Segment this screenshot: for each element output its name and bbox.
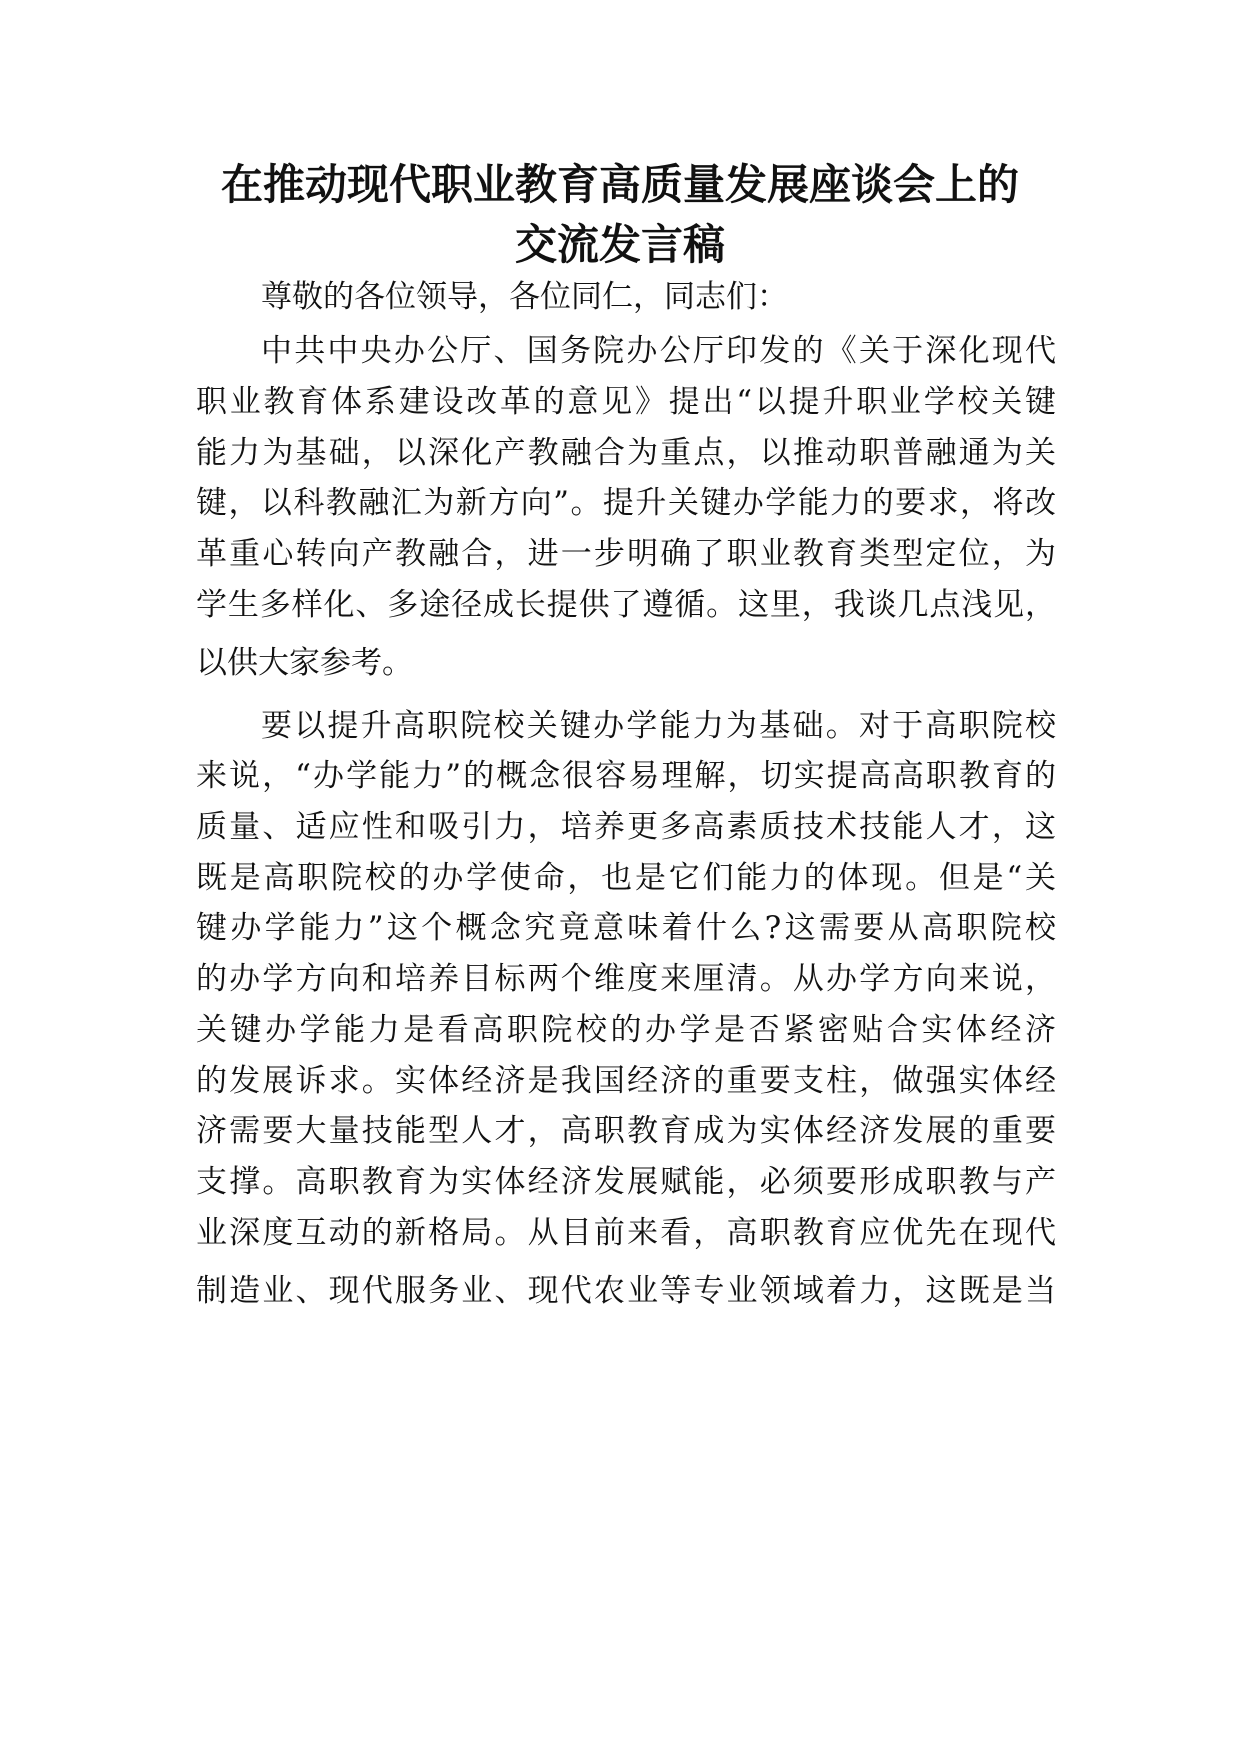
paragraph-1-line: 键，以科教融汇为新方向”。提升关键办学能力的要求，将改: [196, 485, 1056, 521]
salutation-line: 尊敬的各位领导，各位同仁，同志们：: [261, 279, 788, 315]
paragraph-2-line: 支撑。高职教育为实体经济发展赋能，必须要形成职教与产: [196, 1164, 1056, 1200]
paragraph-1-line: 学生多样化、多途径成长提供了遵循。这里，我谈几点浅见，: [196, 587, 1056, 623]
paragraph-2-line: 业深度互动的新格局。从目前来看，高职教育应优先在现代: [196, 1215, 1056, 1251]
paragraph-1-line: 以供大家参考。: [196, 645, 413, 681]
paragraph-2-line: 制造业、现代服务业、现代农业等专业领域着力，这既是当: [196, 1273, 1056, 1309]
paragraph-1-line: 革重心转向产教融合，进一步明确了职业教育类型定位，为: [196, 536, 1056, 572]
paragraph-2-line: 要以提升高职院校关键办学能力为基础。对于高职院校: [261, 708, 1056, 744]
document-title: [190, 155, 1050, 275]
title-line-2: 交流发言稿: [514, 220, 725, 269]
paragraph-2-line: 来说，“办学能力”的概念很容易理解，切实提高高职教育的: [196, 758, 1056, 794]
paragraph-2-line: 济需要大量技能型人才，高职教育成为实体经济发展的重要: [196, 1113, 1056, 1149]
paragraph-2-line: 质量、适应性和吸引力，培养更多高素质技术技能人才，这: [196, 809, 1056, 845]
paragraph-1-line: 能力为基础，以深化产教融合为重点，以推动职普融通为关: [196, 435, 1056, 471]
paragraph-2-line: 既是高职院校的办学使命，也是它们能力的体现。但是“关: [196, 860, 1056, 896]
paragraph-1-line: 职业教育体系建设改革的意见》提出“以提升职业学校关键: [196, 384, 1056, 420]
paragraph-2-line: 关键办学能力是看高职院校的办学是否紧密贴合实体经济: [196, 1012, 1056, 1048]
title-line-1: 在推动现代职业教育高质量发展座谈会上的: [220, 160, 1019, 209]
paragraph-1-line: 中共中央办公厅、国务院办公厅印发的《关于深化现代: [261, 333, 1056, 369]
paragraph-2-line: 键办学能力”这个概念究竟意味着什么?这需要从高职院校: [196, 910, 1056, 946]
paragraph-2-line: 的办学方向和培养目标两个维度来厘清。从办学方向来说，: [196, 961, 1056, 997]
paragraph-2-line: 的发展诉求。实体经济是我国经济的重要支柱，做强实体经: [196, 1063, 1056, 1099]
